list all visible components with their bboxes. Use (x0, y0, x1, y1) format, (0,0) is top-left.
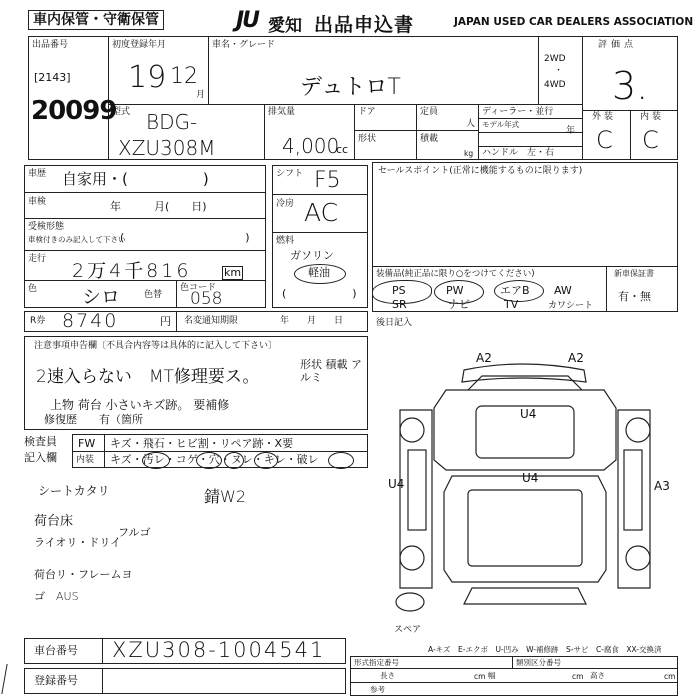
model-name: デュトロT (300, 75, 401, 100)
diagram-mark-cab: U4 (520, 407, 537, 421)
width-label: 幅 (488, 671, 496, 680)
load-label: 積載 (420, 134, 439, 144)
equip-ps-circle (372, 280, 432, 304)
recycle-value: 8740 (62, 310, 119, 332)
equipment-label: 装備品(純正品に限り○をつけてください) (376, 269, 535, 279)
interior-check-label: 内装 (76, 455, 95, 465)
length-unit: cm (474, 672, 486, 681)
body-shape-label: 形状 (358, 134, 377, 144)
sales-point-label: セールスポイント(正常に機能するものに限ります) (378, 166, 583, 176)
notes-label: 注意事項申告欄〔不具合内容等は具体的に記入して下さい〕 (34, 341, 278, 351)
color-value: シロ (82, 286, 121, 308)
recycle-label: R券 (30, 316, 46, 326)
damage-legend: A-キズ E-エクボ U-凹み W-補修跡 S-サビ C-腐食 XX-交換済 (428, 645, 662, 654)
handle-label: ハンドル 左・右 (482, 148, 555, 158)
registration-year: 19 (128, 60, 167, 95)
diagram-spare-tire (396, 593, 424, 611)
lot-sub-number: [2143] (34, 71, 71, 84)
displacement-value: 4,000 (282, 134, 340, 158)
category-label: 類別区分番号 (516, 658, 561, 667)
grade-value: 3. (612, 64, 649, 108)
model-code-line2: XZU308M (118, 136, 216, 160)
color-code-label: 色コード (180, 283, 217, 293)
diagram-mark-left: U4 (388, 477, 405, 491)
recycle-unit: 円 (160, 315, 171, 328)
interior-grade: C (642, 126, 659, 154)
inspector-note-4: 荷台リ・フレームヨ (34, 568, 133, 581)
diagram-rear-bumper (464, 588, 586, 604)
mileage-label: 走行 (28, 254, 47, 264)
ac-label: 冷房 (276, 199, 295, 209)
usage-label: 車歴 (28, 169, 47, 179)
inspector-note-1: シートカタリ (38, 484, 110, 498)
month-unit: 月 (196, 90, 206, 100)
fuel-gasoline: ガソリン (290, 249, 334, 262)
transfer-label: 受検形態 (28, 222, 65, 232)
equip-aw: AW (554, 284, 572, 297)
fw-value: キズ・飛石・ヒビ割・リペア跡・X要 (110, 437, 294, 450)
dealer-label: ディーラー・並行 (482, 107, 554, 117)
diagram-right-side (618, 410, 650, 588)
plate-label: 登録番号 (34, 674, 78, 687)
height-unit: cm (664, 672, 676, 681)
registration-month: 12 (170, 64, 198, 89)
ju-logo: JU (236, 8, 259, 33)
name-change-label: 名変通知期限 (184, 316, 239, 326)
lot-number-label: 出品番号 (32, 40, 69, 50)
repaint-label: 色替 (144, 290, 163, 300)
type-designation-label: 形式指定番号 (354, 658, 399, 667)
notes-line1-side: 形状 積載 アルミ (300, 358, 362, 384)
inspector-note-2b: フルゴ (118, 526, 151, 539)
mileage-value: 2万4千816 (72, 260, 192, 282)
inspector-label-1: 検査員 (24, 435, 57, 448)
color-code-value: 058 (190, 289, 223, 309)
association-name: JAPAN USED CAR DEALERS ASSOCIATION (454, 16, 694, 28)
equip-sr: SR (392, 298, 407, 311)
diagram-wheel-rl (400, 546, 424, 570)
grade-label: 評価点 (598, 40, 638, 50)
spare-label: スペア (394, 625, 422, 635)
inspector-label-2: 記入欄 (24, 451, 57, 464)
diagram-wheel-fr (626, 418, 650, 442)
load-unit: kg (464, 149, 474, 158)
height-label: 高さ (590, 671, 605, 680)
equip-leather: カワシート (548, 301, 594, 311)
width-unit: cm (572, 672, 584, 681)
diagram-mark-bed: U4 (522, 471, 539, 485)
equip-pw-circle (434, 280, 484, 304)
fuel-diesel: 軽油 (308, 266, 330, 279)
displacement-unit: cc (336, 143, 349, 156)
lot-number: 20099 (31, 96, 117, 126)
length-label: 長さ (380, 671, 395, 680)
warranty-label: 新車保証書 (614, 269, 654, 278)
displacement-label: 排気量 (268, 107, 296, 117)
ac-value: AC (304, 198, 339, 227)
shift-value: F5 (314, 168, 341, 193)
interior-label: 内装 (640, 112, 665, 122)
doors-label: ドア (358, 107, 376, 117)
chassis-number: XZU308-1004541 (112, 638, 326, 662)
capacity-unit: 人 (466, 119, 476, 129)
drive-4wd: 4WD (544, 80, 566, 90)
org-name: 愛知 (268, 16, 302, 36)
drive-dot: ・ (554, 66, 564, 76)
inspector-note-6: 錆W2 (204, 487, 247, 506)
notes-line2: 上物 荷台 小さいキズ跡。 要補修 (50, 398, 230, 412)
equip-tv: TV (504, 298, 519, 311)
diagram-mark-front-right: A2 (568, 351, 584, 365)
transfer-paren: ( ) (120, 231, 250, 244)
model-label: 車名・グレード (212, 40, 276, 50)
inspection-value: 年 月( 日) (110, 200, 207, 213)
equip-airbag-circle (494, 280, 544, 302)
drive-2wd: 2WD (544, 54, 566, 64)
model-code-line1: BDG- (146, 110, 198, 134)
equip-pw: PW (446, 284, 464, 297)
diagram-mark-front-left: A2 (476, 351, 492, 365)
inspector-note-2: 荷台床 (34, 514, 74, 529)
inspection-label: 車検 (28, 197, 47, 207)
inspector-note-5: ゴ AUS (34, 590, 79, 603)
mileage-unit: km (224, 266, 242, 279)
fw-label: FW (78, 437, 96, 450)
notes-line1: 2速入らない MT修理要ス。 (36, 367, 260, 387)
diagram-mark-right: A3 (654, 479, 670, 493)
chassis-label: 車台番号 (34, 644, 78, 657)
interior-check-value: キズ・汚レ・コゲ・穴・ヌレ・キレ・破レ (110, 453, 319, 466)
color-label: 色 (28, 284, 38, 294)
registration-label: 初度登録年月 (112, 40, 167, 50)
equip-ps: PS (392, 284, 406, 297)
usage-value: 自家用・( ) (62, 170, 209, 188)
exterior-label: 外装 (592, 112, 617, 122)
storage-tag: 車内保管・守衛保管 (28, 10, 164, 30)
repair-history-label: 修復歴 有（箇所 (44, 413, 143, 426)
diagram-wheel-fl (400, 418, 424, 442)
reference-label: 参考 (370, 685, 385, 694)
shift-label: シフト (276, 169, 304, 179)
spec-footer (350, 656, 678, 696)
equip-airbag: エアB (500, 284, 530, 297)
transfer-note: 車検付きのみ記入して下さい (28, 235, 126, 244)
warranty-value: 有・無 (618, 290, 651, 303)
exterior-grade: C (596, 126, 613, 154)
diagram-wheel-rr (626, 546, 650, 570)
inspector-note-3: ライオリ・ドリイ (34, 536, 122, 549)
model-code-label: 型式 (112, 107, 131, 117)
after-entry-label: 後日記入 (376, 318, 413, 328)
diagram-front-bumper (462, 364, 586, 382)
model-year-label: モデル年式 (482, 120, 520, 129)
capacity-label: 定員 (420, 107, 439, 117)
document-title: 出品申込書 (314, 14, 415, 36)
fuel-paren: ( ) (282, 287, 357, 300)
equip-navi: ナビ (448, 298, 470, 311)
damage-diagram (372, 330, 678, 640)
model-year-unit: 年 (566, 126, 576, 136)
fuel-label: 燃料 (276, 236, 295, 246)
name-change-value: 年 月 日 (280, 316, 344, 326)
diagram-left-side (400, 410, 432, 588)
